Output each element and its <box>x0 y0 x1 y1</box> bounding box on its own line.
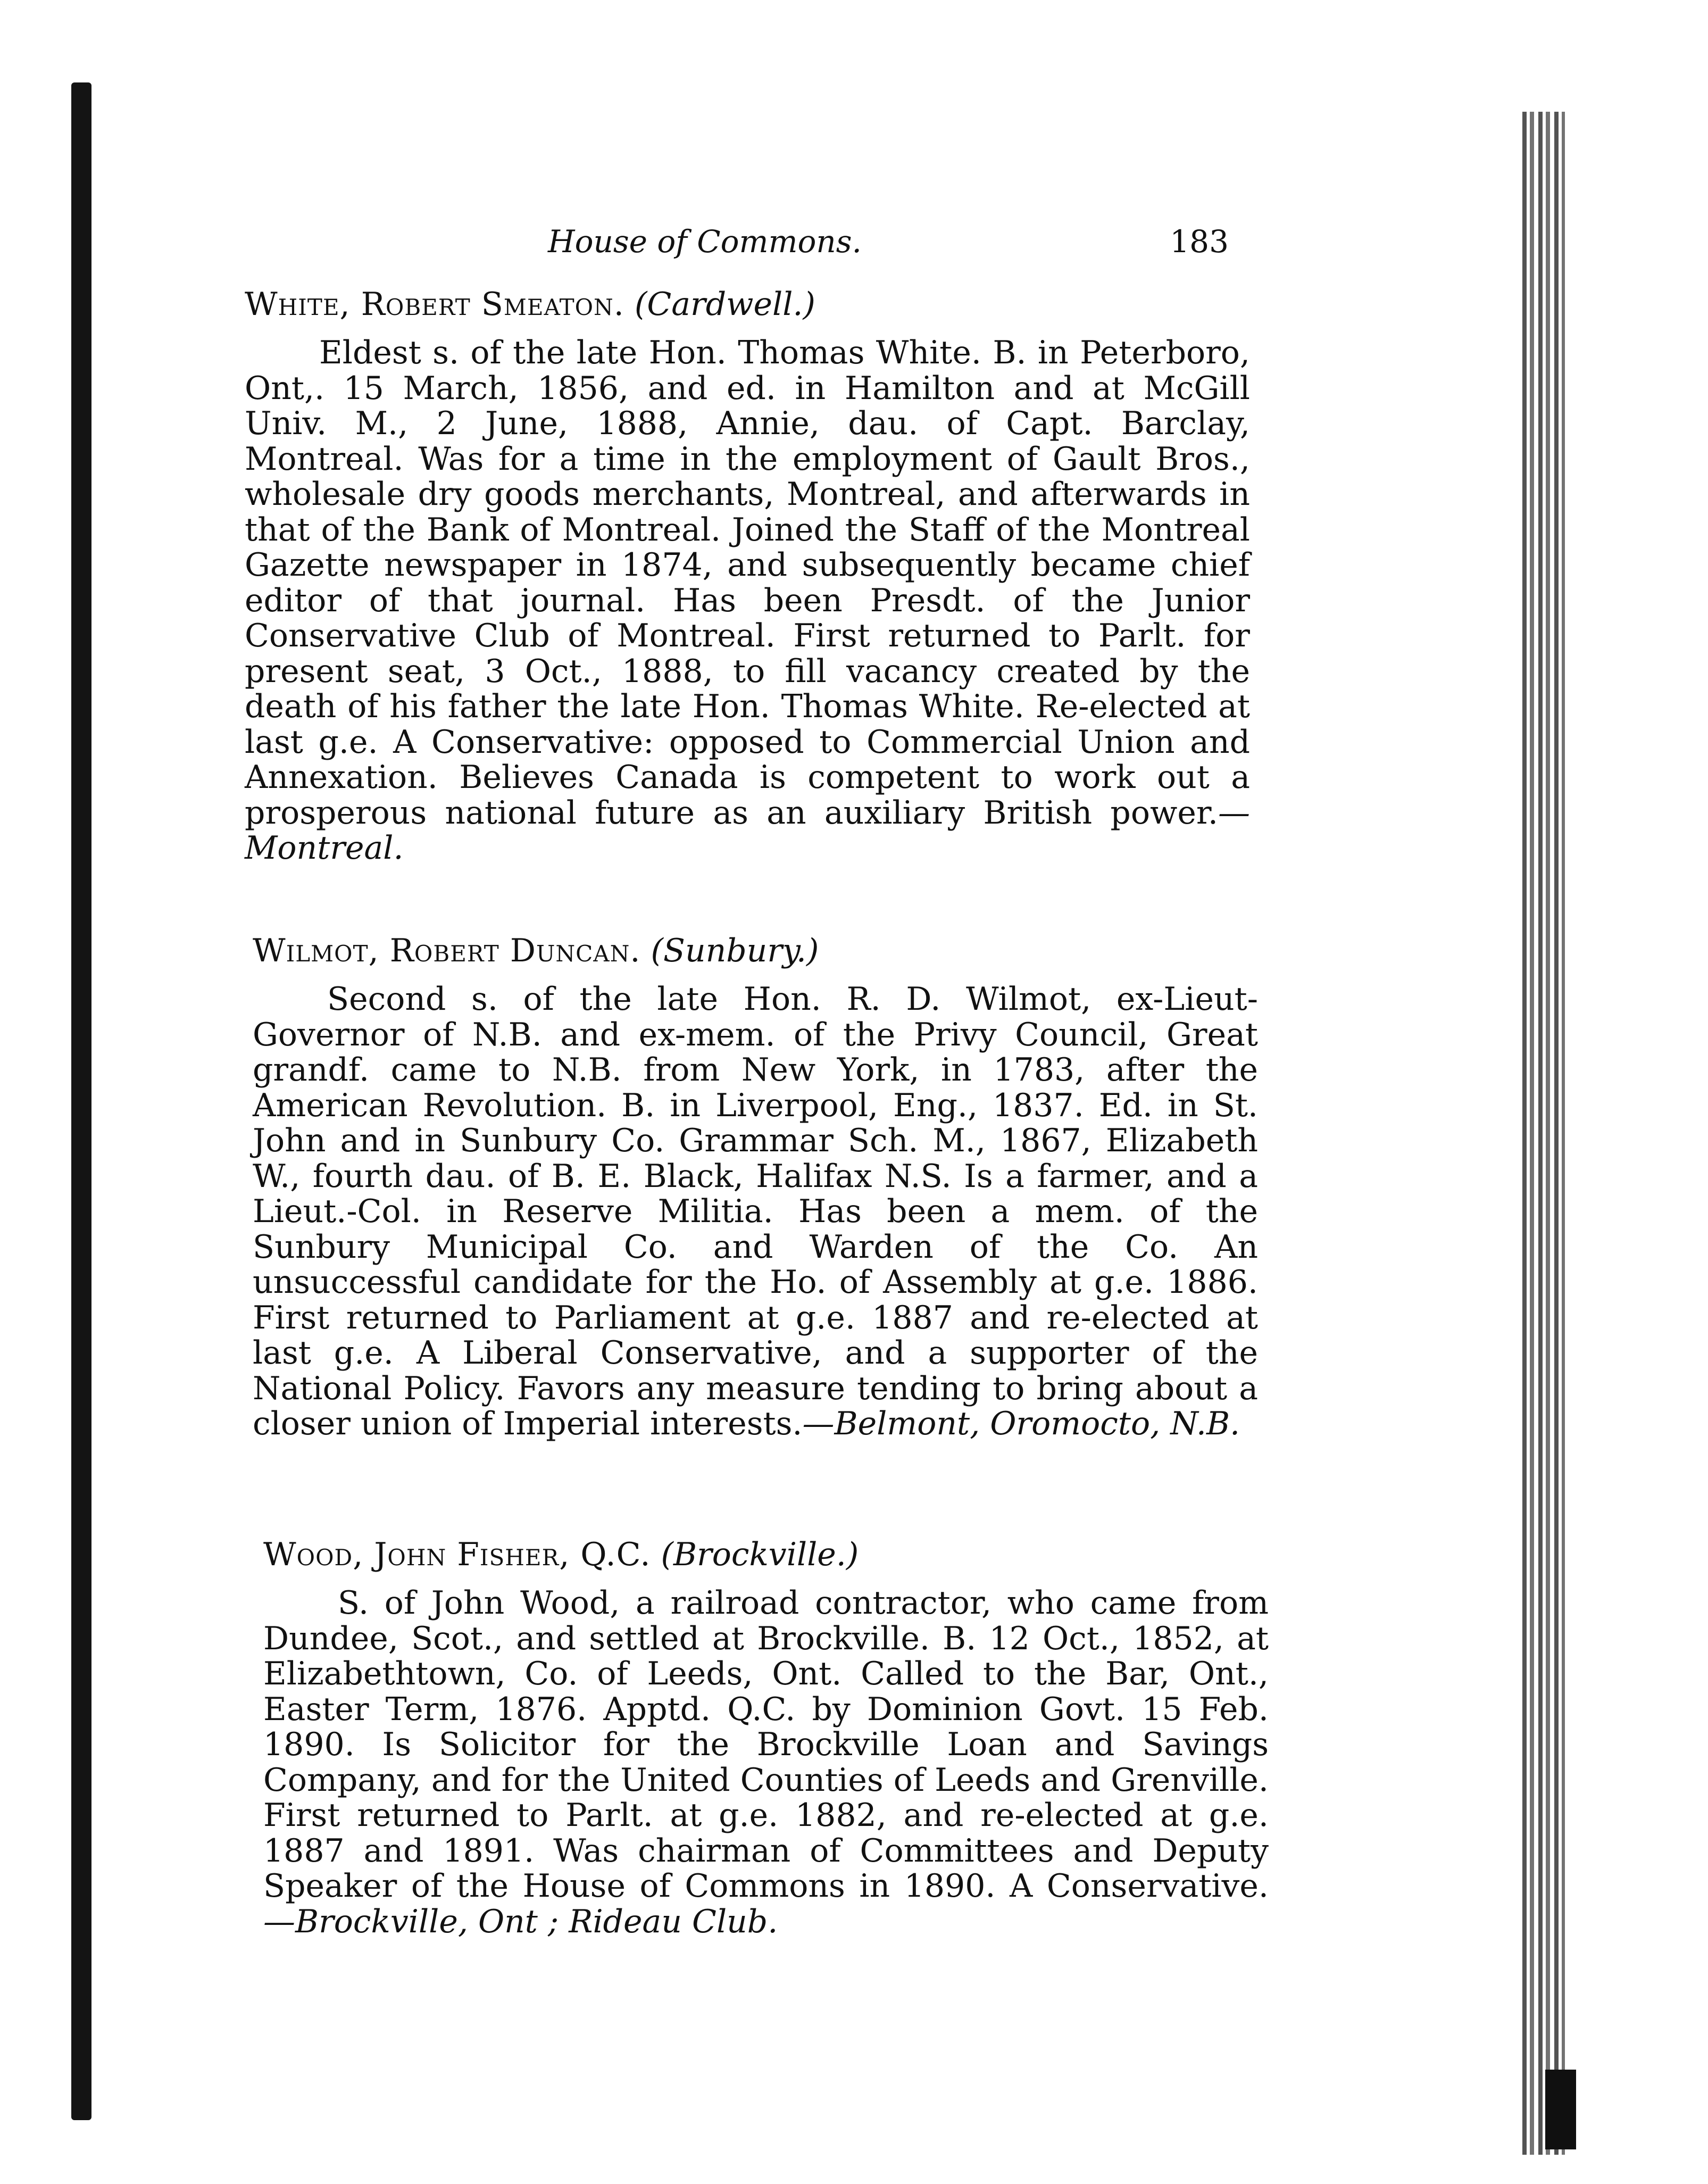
running-header <box>548 223 1229 271</box>
biography-text: Second s. of the late Hon. R. D. Wilmot, ex-Lieut-Governor of N.B. and ex-mem. of the Privy Council, Great grandf. came to N.B. from New York, in 1783, after the American Revolution. B. in Liverpool, Eng., 1837. Ed. in St. John and in Sunbury Co. Grammar Sch. M., 1867, Elizabeth W., fourth dau. of B. E. Black, Halifax N.S. Is a farmer, and a Lieut.-Col. in Reserve Militia. Has been a mem. of the Sunbury Municipal Co. and Warden of the Co. An unsuccessful candidate for the Ho. of Assembly at g.e. 1886. First returned to Parliament at g.e. 1887 and re-elected at last g.e. A Liberal Conservative, and a supporter of the National Policy. Favors any measure tending to bring about a closer union of Imperial interests. <box>253 981 1258 1442</box>
entry-body <box>253 982 1258 1442</box>
address: —Belmont, Oromocto, N.B. <box>802 1405 1240 1442</box>
page-number: 183 <box>1170 223 1229 260</box>
constituency: (Sunbury.) <box>651 932 819 969</box>
biography-entry-wood <box>263 1532 1269 1939</box>
member-name: Wilmot, Robert Duncan. <box>253 932 641 969</box>
biography-entry-white <box>245 282 1250 866</box>
member-name: Wood, John Fisher, Q.C. <box>263 1536 651 1573</box>
facing-page-edge <box>1522 112 1565 2155</box>
biography-entry-wilmot <box>253 928 1258 1442</box>
running-title: House of Commons. <box>548 223 862 260</box>
member-name: White, Robert Smeaton. <box>245 286 624 323</box>
entry-heading <box>253 928 1258 973</box>
entry-body <box>245 335 1250 866</box>
address: —Montreal. <box>245 794 1250 867</box>
page-binding-edge <box>71 82 91 2120</box>
entry-heading <box>263 1532 1269 1577</box>
entry-body <box>263 1585 1269 1939</box>
constituency: (Brockville.) <box>661 1536 859 1573</box>
biography-text: S. of John Wood, a railroad contractor, who came from Dundee, Scot., and settled at Brockville. B. 12 Oct., 1852, at Elizabethtown, Co. of Leeds, Ont. Called to the Bar, Ont., Easter Term, 1876. Apptd. Q.C. by Dominion Govt. 15 Feb. 1890. Is Solicitor for the Brockville Loan and Savings Company, and for the United Counties of Leeds and Grenville. First returned to Parlt. at g.e. 1882, and re-elected at g.e. 1887 and 1891. Was chairman of Committees and Deputy Speaker of the House of Commons in 1890. A Conservative. <box>263 1584 1269 1905</box>
address: —Brockville, Ont ; Rideau Club. <box>263 1903 778 1940</box>
biography-text: Eldest s. of the late Hon. Thomas White. B. in Peterboro, Ont,. 15 March, 1856, and ed. in Hamilton and at McGill Univ. M., 2 June, 1888, Annie, dau. of Capt. Barclay, Montreal. Was for a time in the employment of Gault Bros., wholesale dry goods merchants, Montreal, and afterwards in that of the Bank of Montreal. Joined the Staff of the Montreal Gazette newspaper in 1874, and subsequently became chief editor of that journal. Has been Presdt. of the Junior Conservative Club of Montreal. First returned to Parlt. for present seat, 3 Oct., 1888, to fill vacancy created by the death of his father the late Hon. Thomas White. Re-elected at last g.e. A Conservative: opposed to Commercial Union and Annexation. Believes Canada is competent to work out a prosperous national future as an auxiliary British power. <box>245 334 1250 832</box>
entry-heading <box>245 282 1250 327</box>
facing-page-corner <box>1545 2070 1576 2149</box>
constituency: (Cardwell.) <box>634 286 815 323</box>
